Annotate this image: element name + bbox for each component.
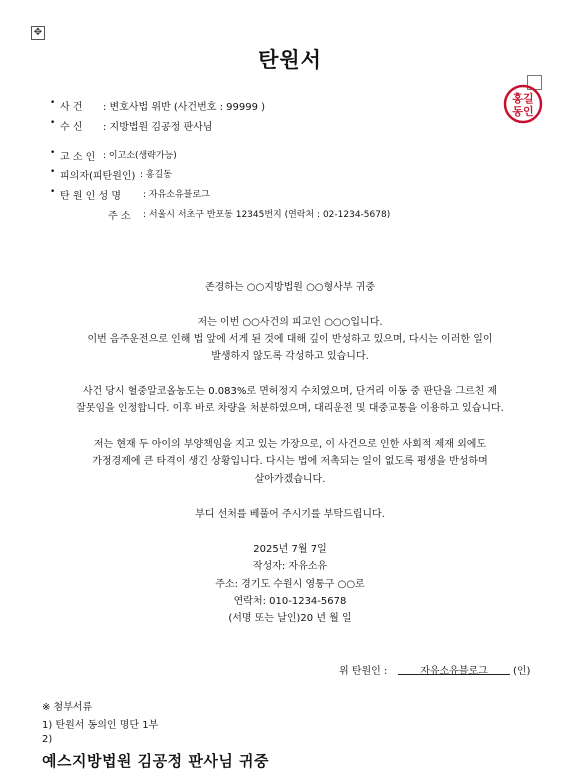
- suspect-label: 피의자(피탄원인): [60, 171, 136, 182]
- bullet-icon: •: [50, 98, 56, 108]
- paragraph-line: 발생하지 않도록 각성하고 있습니다.: [211, 351, 369, 362]
- address-label: 주 소: [108, 211, 131, 222]
- recipient-value: : 지방법원 김공정 판사님: [103, 122, 213, 133]
- seal-stamp: [503, 84, 543, 124]
- author-line: 작성자: 자유소유: [252, 561, 328, 572]
- signature-name: 자유소유블로그: [420, 666, 488, 677]
- signature-label: 위 탄원인 :: [339, 666, 388, 677]
- bullet-icon: •: [50, 118, 56, 128]
- case-value: : 변호사법 위반 (사건번호 : 99999 ): [103, 102, 266, 113]
- paragraph-line: 부디 선처를 베풀어 주시기를 부탁드립니다.: [195, 509, 385, 520]
- suspect-value: : 홍길동: [140, 170, 172, 180]
- signature-suffix: (인): [513, 666, 531, 677]
- paragraph-line: 사건 당시 혈중알코올농도는 0.083%로 면허정지 수치였으며, 단거리 이동 중 판단을 그르친 제: [82, 386, 498, 397]
- author-line: 주소: 경기도 수원시 영통구 ○○로: [215, 579, 365, 590]
- svg-text:동인: 동인: [512, 105, 534, 118]
- petitioner-label: 탄 원 인 성 명: [60, 191, 122, 202]
- paragraph-line: 이번 음주운전으로 인해 법 앞에 서게 된 것에 대해 깊이 반성하고 있으며, 다시는 이러한 일이: [87, 334, 493, 345]
- author-line: (서명 또는 날인)20 년 월 일: [228, 613, 352, 624]
- bullet-icon: •: [50, 148, 56, 158]
- svg-text:홍길: 홍길: [512, 92, 534, 105]
- bullet-icon: •: [50, 187, 56, 197]
- paragraph-line: 가정경제에 큰 타격이 생긴 상황입니다. 다시는 법에 저촉되는 일이 없도록 평생을 반성하며: [92, 456, 488, 467]
- document-title: 탄원서: [258, 48, 322, 72]
- author-line: 연락처: 010-1234-5678: [233, 596, 347, 607]
- footer-addressee: 예스지방법원 김공정 판사님 귀중: [42, 752, 270, 770]
- paragraph-line: 저는 현재 두 아이의 부양책임을 지고 있는 가장으로, 이 사건으로 인한 사회적 제재 외에도: [93, 439, 487, 450]
- recipient-label: 수 신: [60, 122, 83, 133]
- petitioner-value: : 자유소유블로그: [143, 190, 210, 200]
- paragraph-line: 잘못임을 인정합니다. 이후 바로 차량을 처분하였으며, 대리운전 및 대중교통을 이용하고 있습니다.: [76, 403, 504, 414]
- paragraph-line: 저는 이번 ○○사건의 피고인 ○○○입니다.: [197, 317, 383, 328]
- date-line: 2025년 7월 7일: [253, 544, 327, 555]
- paragraph-line: 살아가겠습니다.: [254, 474, 326, 485]
- salutation: 존경하는 ○○지방법원 ○○형사부 귀중: [204, 282, 376, 293]
- complainant-label: 고 소 인: [60, 152, 96, 163]
- attachments-title: ※ 첨부서류: [42, 702, 93, 713]
- attachment-item: 2): [42, 734, 53, 745]
- move-handle-icon[interactable]: ✥: [31, 26, 45, 40]
- attachment-item: 1) 탄원서 동의인 명단 1부: [42, 720, 159, 731]
- signature-underline: [398, 674, 510, 675]
- bullet-icon: •: [50, 167, 56, 177]
- case-label: 사 건: [60, 102, 83, 113]
- address-value: : 서울시 서초구 반포동 12345번지 (연락처 : 02-1234-5678): [143, 210, 391, 220]
- complainant-value: : 이고소(생략가능): [103, 151, 177, 161]
